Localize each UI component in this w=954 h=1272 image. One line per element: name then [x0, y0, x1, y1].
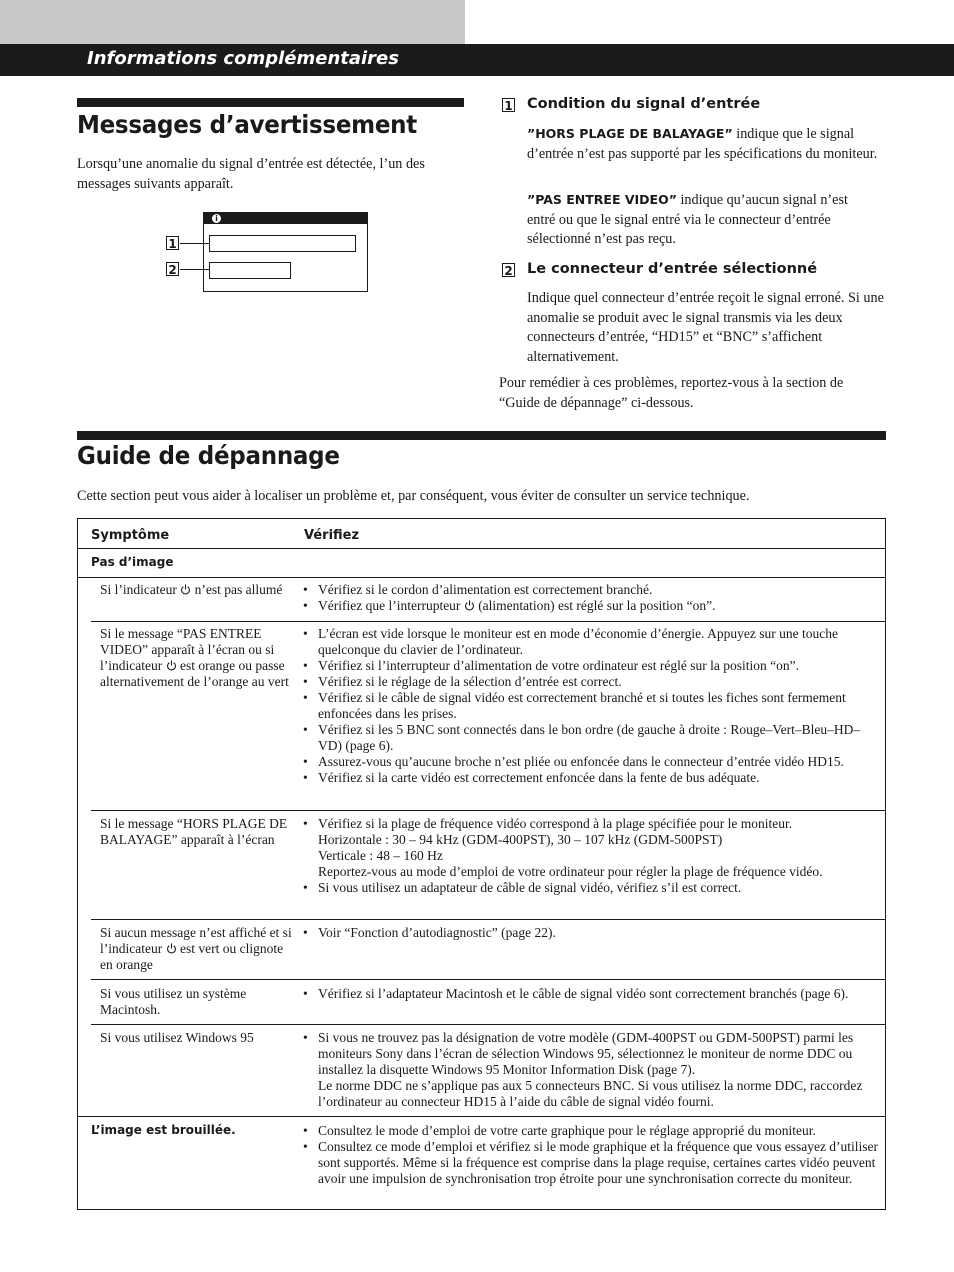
r6-check-1-text: Si vous ne trouvez pas la désignation de votre modèle (GDM-400PST ou GDM-500PST) parmi les moniteurs Sony dans l’écran de sélection Windows 95, sélectionnez le moniteur de norme DDC ou installez la disquette Windows 95 Monitor Information Disk (page 7).: [318, 1030, 854, 1077]
osd-illustration: [203, 212, 368, 292]
callout-2: 2: [166, 262, 179, 276]
r2-check-6: • Assurez-vous qu’aucune broche n’est pliée ou enfoncée dans le connecteur d’entrée vidéo HD15.: [303, 754, 883, 770]
pas-entree-text: indique qu’aucun signal n’est entré ou que le signal entré via le connecteur d’entrée sélectionné n’est pas reçu.: [527, 192, 848, 247]
power-icon: [166, 660, 177, 671]
r3-vertical-range: Verticale : 48 – 160 Hz: [318, 848, 443, 863]
table-row-3-checks: [303, 816, 883, 896]
row-divider: [91, 1024, 886, 1025]
item-1-paragraph-2: [527, 190, 877, 250]
item-1-heading: Condition du signal d’entrée: [527, 96, 761, 112]
table-row-2-symptom: [100, 626, 295, 690]
r2-check-4: • Vérifiez si le câble de signal vidéo est correctement branché et si toutes les fiches sont fermement enfoncées dans les prises.: [303, 690, 883, 722]
table-row-1-checks: [303, 582, 883, 614]
col-symptom-header: Symptôme: [91, 528, 170, 543]
r2-check-2: • Vérifiez si l’interrupteur d’alimentation de votre ordinateur est réglé sur la position “on”.: [303, 658, 883, 674]
r4-check-1: • Voir “Fonction d’autodiagnostic” (page 22).: [303, 925, 883, 941]
item-2-heading: Le connecteur d’entrée sélectionné: [527, 261, 818, 277]
r1-check-1: • Vérifiez si le cordon d’alimentation est correctement branché.: [303, 582, 883, 598]
osd-message-field-2: [209, 262, 291, 279]
table-row-3-symptom: Si le message “HORS PLAGE DE BALAYAGE” apparaît à l’écran: [100, 816, 288, 847]
r3-horizontal-range: Horizontale : 30 – 94 kHz (GDM-400PST), 30 – 107 kHz (GDM-500PST): [318, 832, 723, 847]
r1-symptom-a: Si l’indicateur: [100, 582, 181, 597]
category-divider: [77, 577, 886, 578]
table-row-7-checks: [303, 1123, 883, 1187]
table-top-border: [77, 518, 886, 519]
table-row-2-checks: [303, 626, 883, 786]
row-divider: [91, 919, 886, 920]
troubleshooting-table: [77, 518, 886, 1210]
guide-title-rule: [77, 431, 886, 440]
category-divider: [77, 1116, 886, 1117]
callout-1: 1: [166, 236, 179, 250]
info-icon: i: [212, 214, 221, 223]
power-icon: [180, 584, 191, 595]
item-1-paragraph-1: [527, 124, 882, 164]
table-row-5-symptom: Si vous utilisez un système Macintosh.: [100, 986, 247, 1017]
guide-title: Guide de dépannage: [77, 441, 340, 470]
hors-plage-label: ”HORS PLAGE DE BALAYAGE”: [527, 126, 733, 141]
row-divider: [91, 621, 886, 622]
r1-check-2: [303, 598, 883, 614]
guide-title-wrap: [77, 441, 363, 470]
item-2-number: 2: [502, 263, 515, 277]
r3-check-2: • Si vous utilisez un adaptateur de câble de signal vidéo, vérifiez s’il est correct.: [303, 880, 883, 896]
table-row-5-checks: [303, 986, 883, 1002]
category-no-image: Pas d’image: [91, 555, 174, 569]
callout-2-leader: [180, 269, 209, 270]
table-row-6-checks: [303, 1030, 883, 1110]
warnings-closing: Pour remédier à ces problèmes, reportez-vous à la section de “Guide de dépannage” ci-dessous.: [499, 375, 844, 411]
table-bottom-border: [77, 1209, 886, 1210]
r4-symptom-a: Si aucun message n’est affiché et si l’indicateur: [100, 925, 292, 956]
r7-check-1: • Consultez le mode d’emploi de votre carte graphique pour le réglage approprié du moniteur.: [303, 1123, 883, 1139]
warnings-intro: Lorsqu’une anomalie du signal d’entrée est détectée, l’un des messages suivants apparaît.: [77, 156, 425, 192]
r1-check-2-b: (alimentation) est réglé sur la position “on”.: [474, 598, 716, 613]
osd-title-bar: [204, 213, 367, 224]
r1-check-2-a: Vérifiez que l’interrupteur: [318, 598, 464, 613]
table-row-4-checks: [303, 925, 883, 941]
row-divider: [91, 979, 886, 980]
pas-entree-label: ”PAS ENTREE VIDEO”: [527, 192, 677, 207]
r2-symptom-b: est orange ou passe alternativement de l’orange au vert: [100, 658, 289, 689]
osd-message-field-1: [209, 235, 356, 252]
r3-check-1-text: Vérifiez si la plage de fréquence vidéo correspond à la plage spécifiée pour le moniteur.: [318, 816, 793, 831]
hors-plage-text: indique que le signal d’entrée n’est pas supporté par les spécifications du moniteur.: [527, 126, 878, 162]
table-row-1-symptom: [100, 582, 295, 598]
guide-intro: Cette section peut vous aider à localiser un problème et, par conséquent, vous éviter de consulter un service technique.: [77, 488, 750, 504]
title-rule: [77, 98, 464, 107]
item-2-paragraph: Indique quel connecteur d’entrée reçoit le signal erroné. Si une anomalie se produit avec le signal transmis via les deux connecteurs d’entrée, “HD15” et “BNC” s’affichent alternativement.: [527, 290, 884, 365]
warnings-title: Messages d’avertissement: [77, 110, 417, 139]
header-divider: [77, 548, 886, 549]
r5-check-1: • Vérifiez si l’adaptateur Macintosh et le câble de signal vidéo sont correctement branchés (page 6).: [303, 986, 883, 1002]
r2-check-3: • Vérifiez si le réglage de la sélection d’entrée est correct.: [303, 674, 883, 690]
r2-symptom-a: Si le message “PAS ENTREE VIDEO” apparaît à l’écran ou si l’indicateur: [100, 626, 275, 673]
warnings-title-wrap: [77, 110, 447, 139]
r2-check-7: • Vérifiez si la carte vidéo est correctement enfoncée dans la fente de bus adéquate.: [303, 770, 883, 786]
r2-check-5: • Vérifiez si les 5 BNC sont connectés dans le bon ordre (de gauche à droite : Rouge–Vert–Bleu–HD–VD) (page 6).: [303, 722, 883, 754]
r7-check-2: • Consultez ce mode d’emploi et vérifiez si le mode graphique et la fréquence que vous essayez d’utiliser sont supportés. Même si la fréquence est comprise dans la plage requise, certaines cartes vidéo peuvent avoir une impulsion de synchronisation trop étroite pour une synchronisation correcte du moniteur.: [303, 1139, 883, 1187]
r2-check-1: • L’écran est vide lorsque le moniteur est en mode d’économie d’énergie. Appuyez sur une touche quelconque du clavier de l’ordinateur.: [303, 626, 883, 658]
r3-check-1: [303, 816, 883, 880]
power-icon: [166, 943, 177, 954]
table-row-4-symptom: [100, 925, 295, 973]
r3-refer-manual: Reportez-vous au mode d’emploi de votre ordinateur pour régler la plage de fréquence vidéo.: [318, 864, 823, 879]
table-row-6-symptom: Si vous utilisez Windows 95: [100, 1030, 254, 1045]
power-icon: [464, 600, 475, 611]
r6-check-1: [303, 1030, 883, 1110]
r1-symptom-b: n’est pas allumé: [191, 582, 283, 597]
item-1-number: 1: [502, 98, 515, 112]
row-divider: [91, 810, 886, 811]
r4-symptom-b: est vert ou clignote en orange: [100, 941, 284, 972]
col-check-header: Vérifiez: [304, 528, 360, 543]
category-blurred-image: L’image est brouillée.: [91, 1123, 236, 1137]
table-left-border: [77, 518, 78, 1210]
callout-1-leader: [180, 243, 209, 244]
r6-ddc-note: Le norme DDC ne s’applique pas aux 5 connecteurs BNC. Si vous utilisez la norme DDC, raccordez l’ordinateur au connecteur HD15 à l’aide du câble de signal vidéo fourni.: [318, 1078, 863, 1109]
section-header: Informations complémentaires: [87, 48, 399, 69]
